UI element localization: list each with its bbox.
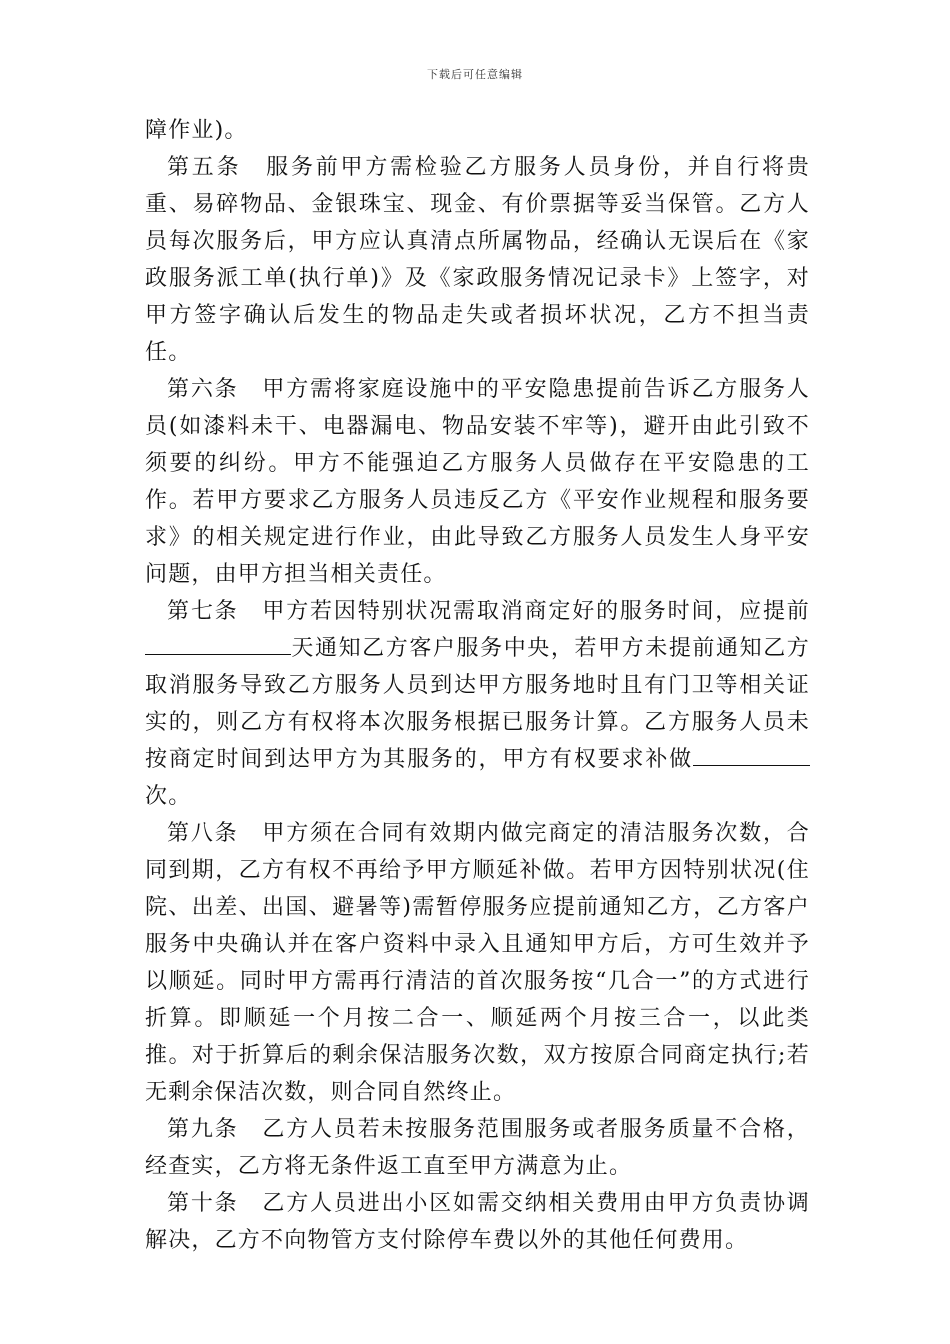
article-6: 第六条 甲方需将家庭设施中的平安隐患提前告诉乙方服务人员(如漆料未干、电器漏电、物品安装不牢等)，避开由此引致不须要的纠纷。甲方不能强迫乙方服务人员做存在平安隐患的工作。若甲方要求乙方服务人员违反乙方《平安作业规程和服务要求》的相关规定进行作业，由此导致乙方服务人员发生人身平安问题，由甲方担当相关责任。 [145,377,810,587]
paragraph-continuation: 障作业)。 [145,118,248,143]
article-7-text-2: 天通知乙方客户服务中央，若甲方未提前通知乙方取消服务导致乙方服务人员到达甲方服务地时且有门卫等相关证实的，则乙方有权将本次服务根据已服务计算。乙方服务人员未按商定时间到达甲方为其服务的，甲方有权要求补做 [145,636,810,772]
days-blank-line-2 [203,634,291,655]
article-8: 第八条 甲方须在合同有效期内做完商定的清洁服务次数，合同到期，乙方有权不再给予甲方顺延补做。若甲方因特别状况(住院、出差、出国、避暑等)需暂停服务应提前通知乙方，乙方客户服务中央确认并在客户资料中录入且通知甲方后，方可生效并予以顺延。同时甲方需再行清洁的首次服务按“几合一”的方式进行折算。即顺延一个月按二合一、顺延两个月按三合一，以此类推。对于折算后的剩余保洁服务次数，双方按原合同商定执行;若无剩余保洁次数，则合同自然终止。 [145,821,810,1105]
article-7-text-1: 第七条 甲方若因特别状况需取消商定好的服务时间，应提前 [167,599,810,624]
header-note: 下载后可任意编辑 [427,68,523,81]
article-7 [145,593,810,815]
article-7-text-3: 次。 [145,784,192,809]
times-blank-line [693,745,810,766]
article-10: 第十条 乙方人员进出小区如需交纳相关费用由甲方负责协调解决，乙方不向物管方支付除停车费以外的其他任何费用。 [145,1191,810,1253]
document-body [145,112,810,1259]
article-9: 第九条 乙方人员若未按服务范围服务或者服务质量不合格，经查实，乙方将无条件返工直至甲方满意为止。 [145,1117,810,1179]
article-5: 第五条 服务前甲方需检验乙方服务人员身份，并自行将贵重、易碎物品、金银珠宝、现金、有价票据等妥当保管。乙方人员每次服务后，甲方应认真清点所属物品，经确认无误后在《家政服务派工单(执行单)》及《家政服务情况记录卡》上签字，对甲方签字确认后发生的物品走失或者损坏状况，乙方不担当责任。 [145,155,810,365]
days-blank-line-1 [145,634,203,655]
